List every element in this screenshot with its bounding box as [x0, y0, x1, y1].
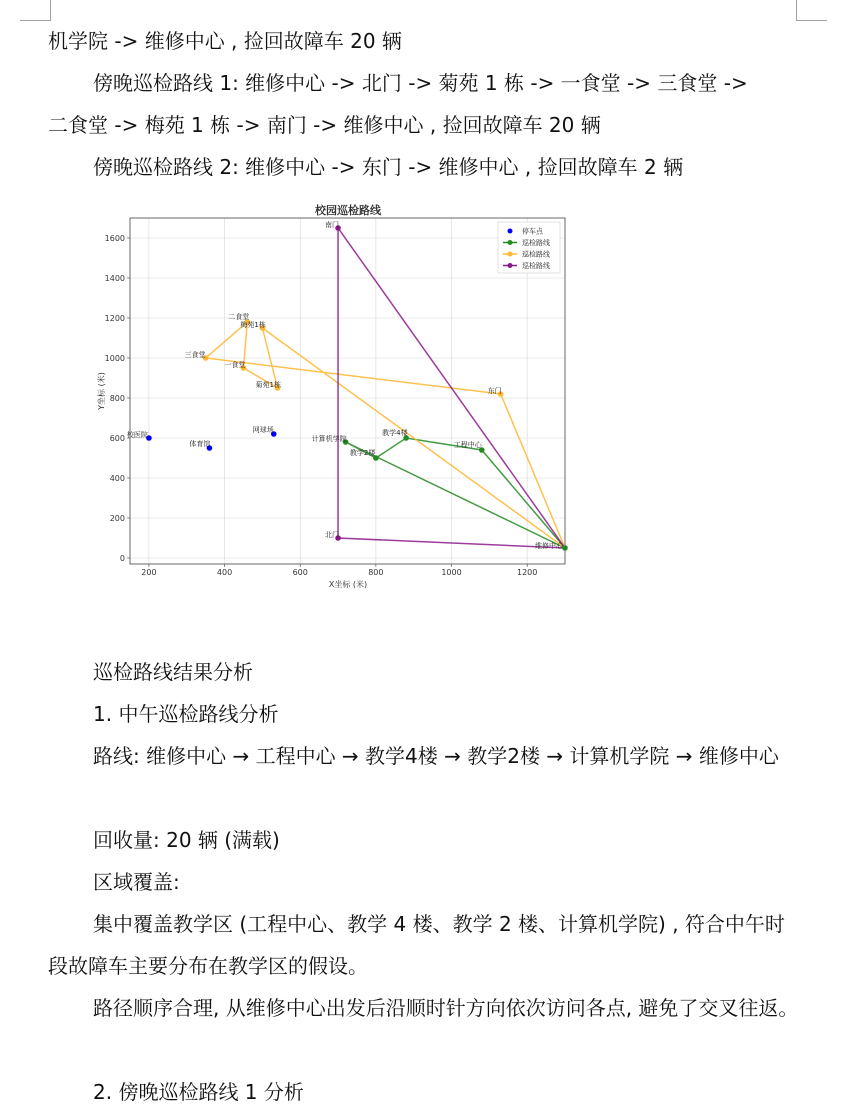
subsection-2-title: 2. 傍晚巡检路线 1 分析	[93, 1080, 304, 1104]
y-tick-label: 800	[109, 394, 125, 403]
route-point-label: 北门	[325, 531, 340, 539]
y-tick-label: 400	[109, 474, 125, 483]
y-tick-label: 1000	[104, 354, 125, 363]
route-point-label: 南门	[325, 221, 340, 229]
route-point-label: 一食堂	[224, 361, 246, 369]
route-point-label: 工程中心	[453, 441, 482, 449]
sub1-order-paragraph: 路径顺序合理, 从维修中心出发后沿顺时针方向依次访问各点, 避免了交叉往返。	[93, 996, 799, 1020]
x-tick-label: 800	[368, 568, 384, 577]
route-point-label: 二食堂	[228, 313, 250, 321]
legend-marker	[508, 229, 513, 234]
paragraph-line: 机学院 -> 维修中心 , 捡回故障车 20 辆	[48, 29, 402, 53]
section-title: 巡检路线结果分析	[93, 660, 253, 684]
sub1-coverage-paragraph: 集中覆盖教学区 (工程中心、教学 4 楼、教学 2 楼、计算机学院) , 符合中午时段故障车主要分布在教学区的假设。	[48, 912, 785, 978]
route-point-label: 维修中心	[535, 542, 563, 550]
parking-point-label: 网球场	[252, 426, 274, 434]
sub1-route-paragraph: 路线: 维修中心 → 工程中心 → 教学4楼 → 教学2楼 → 计算机学院 → 维修中心	[93, 744, 779, 768]
y-tick-label: 0	[119, 554, 125, 563]
route-point-label: 三食堂	[184, 351, 206, 359]
legend-label: 停车点	[522, 227, 543, 236]
evening-route1-text-a: 傍晚巡检路线 1: 维修中心 -> 北门 -> 菊苑 1 栋 -> 一食堂 -> 三食堂 ->	[93, 71, 748, 95]
y-axis-label: Y坐标 (米)	[97, 372, 106, 410]
evening-route1-paragraph	[48, 62, 800, 146]
x-axis-label: X坐标 (米)	[328, 580, 368, 589]
chart-title: 校园巡检路线	[315, 204, 381, 217]
x-tick-label: 1200	[516, 568, 538, 577]
y-tick-label: 1400	[104, 274, 125, 283]
y-tick-label: 1600	[104, 234, 125, 243]
x-tick-label: 200	[141, 568, 157, 577]
route-chart	[95, 196, 575, 596]
legend-marker	[508, 263, 513, 268]
x-tick-label: 600	[292, 568, 308, 577]
page-corner-marker-left	[20, 0, 51, 21]
parking-point-label: 体育馆	[189, 440, 211, 448]
x-tick-label: 1000	[441, 568, 462, 577]
sub1-recycle-paragraph: 回收量: 20 辆 (满载)	[93, 828, 280, 852]
x-tick-label: 400	[216, 568, 233, 577]
subsection-1-title: 1. 中午巡检路线分析	[93, 702, 279, 726]
legend-marker	[508, 252, 513, 257]
legend-label: 巡检路线	[522, 239, 550, 247]
page-corner-marker-right	[796, 0, 827, 21]
y-tick-label: 600	[109, 434, 125, 443]
y-tick-label: 200	[109, 514, 125, 523]
evening-route1-text-b: 二食堂 -> 梅苑 1 栋 -> 南门 -> 维修中心 , 捡回故障车 20 辆	[48, 113, 601, 137]
route-point	[562, 545, 568, 551]
route-point-label: 梅苑1栋	[240, 321, 266, 329]
y-tick-label: 1200	[104, 314, 125, 323]
chart-legend	[498, 222, 560, 273]
route-point-label: 教学4楼	[382, 429, 408, 437]
legend-marker	[508, 240, 513, 245]
sub1-coverage-label: 区域覆盖:	[93, 870, 180, 894]
parking-point-label: 校医院	[126, 431, 148, 439]
legend-label: 巡检路线	[522, 250, 550, 259]
route-point-label: 东门	[487, 387, 502, 395]
legend-label: 巡检路线	[522, 262, 550, 270]
route-point-label: 菊苑1栋	[255, 381, 281, 389]
evening-route2-paragraph: 傍晚巡检路线 2: 维修中心 -> 东门 -> 维修中心 , 捡回故障车 2 辆	[93, 155, 684, 179]
route-point-label: 教学2楼	[349, 449, 376, 457]
route-point-label: 计算机学院	[311, 435, 347, 443]
